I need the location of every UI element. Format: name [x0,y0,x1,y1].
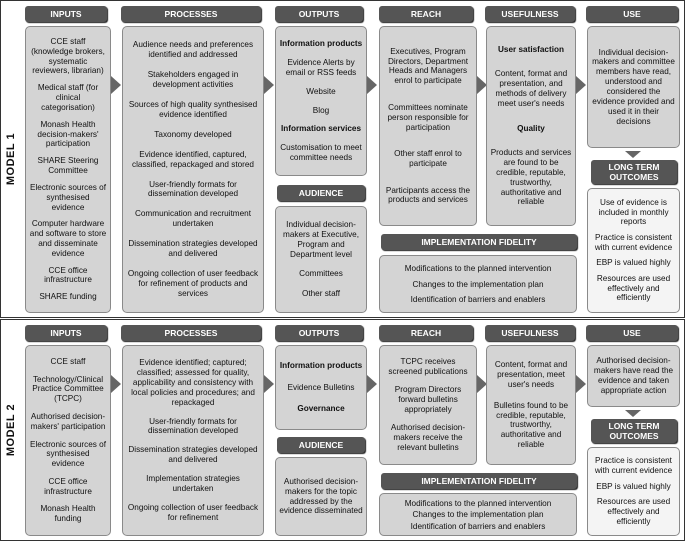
list-item: Resources are used effectively and efficiently [596,273,671,303]
model-1-long-term-header: LONG TERM OUTCOMES [591,160,677,184]
model-1-usefulness-box [486,26,576,226]
model-1-reach-header: REACH [379,6,473,22]
list-item: Use of evidence is included in monthly reports [598,197,669,227]
model-2-audience-box [275,457,367,536]
list-item: Authorised decision-makers have read the evidence and taken appropriate action [593,356,674,395]
list-item: CCE staff [50,356,86,366]
list-item: EBP is valued highly [596,481,671,491]
list-item: Products and services are found to be credible, reputable, trustworthy, authoritative and reliable [490,148,572,207]
list-item: Participants access the products and services [385,185,471,205]
list-item: SHARE Steering Committee [37,156,99,176]
list-item: Evidence Bulletins [287,382,355,392]
model-2-use-box [587,345,680,407]
outputs-governance: Governance [297,404,345,414]
model-2-label-text: MODEL 2 [5,403,18,457]
list-item: Changes to the implementation plan [412,510,544,519]
model-2-long-term-header: LONG TERM OUTCOMES [591,419,677,443]
list-item: Stakeholders engaged in development activities [147,70,239,89]
list-item: Changes to the implementation plan [412,279,544,289]
model-1-reach-box [379,26,477,226]
list-item: CCE office infrastructure [44,476,92,496]
list-item: EBP is valued highly [596,258,671,268]
list-item: Dissemination strategies developed and delivered [128,239,258,259]
list-item: Monash Health decision-makers' participation [37,119,99,149]
flow-arrow [264,375,274,393]
model-2-usefulness-header: USEFULNESS [485,325,575,341]
model-2-reach-box [379,345,477,465]
model-2-long-term-box [587,447,680,536]
list-item: Other staff enrol to participate [394,149,462,168]
list-item: Sources of high quality synthesised evidence identified [128,99,258,119]
list-item: Resources are used effectively and efficiently [596,496,671,526]
list-item: Electronic sources of synthesised evidence [30,439,106,469]
usefulness-satisfaction-title: User satisfaction [498,44,564,54]
list-item: Evidence identified, captured, classified, repackaged and stored [132,149,254,169]
list-item: Bulletins found to be credible, reputable, trustworthy, authoritative and reliable [493,400,569,450]
usefulness-quality-title: Quality [517,123,545,133]
down-arrow [625,410,641,417]
list-item: Committees nominate person responsible for participation [387,102,469,132]
list-item: Electronic sources of synthesised evidence [30,182,106,212]
model-1-implementation-box [379,255,577,313]
list-item: Evidence Alerts by email or RSS feeds [285,57,357,77]
flow-arrow [367,375,377,393]
list-item: Audience needs and preferences identified and addressed [132,40,254,60]
list-item: User-friendly formats for dissemination developed [147,416,239,436]
model-1-implementation-header: IMPLEMENTATION FIDELITY [381,234,577,250]
list-item: Modifications to the planned intervention [404,498,552,508]
list-item: Taxonomy developed [154,129,232,139]
list-item: Authorised decision-makers' participation [30,411,106,431]
flow-arrow [111,375,121,393]
model-1-label-text: MODEL 1 [5,132,18,186]
model-2-implementation-box [379,493,577,536]
list-item: Practice is consistent with current evidence [594,232,673,252]
list-item: Executives, Program Directors, Department Heads and Managers enrol to participate [387,46,469,86]
model-2-use-header: USE [586,325,678,341]
model-2-processes-box [122,345,264,536]
list-item: Content, format and presentation, meet user's needs [494,360,568,389]
model-2-reach-header: REACH [379,325,473,341]
list-item: Authorised decision-makers receive the relevant bulletins [390,423,466,452]
list-item: Implementation strategies undertaken [146,474,240,494]
list-item: Practice is consistent with current evidence [594,456,673,476]
model-1-use-header: USE [586,6,678,22]
model-2-inputs-box [25,345,111,536]
list-item: Individual decision-makers and committee members have read, understood and considered the evidence provided and used it in their decisions [592,47,675,126]
list-item: Ongoing collection of user feedback for refinement of products and services [127,269,259,298]
list-item: Communication and recruitment undertaken [134,209,252,229]
model-2-processes-header: PROCESSES [121,325,261,341]
model-1-outputs-header: OUTPUTS [275,6,363,22]
flow-arrow [111,76,121,94]
flow-arrow [576,375,586,393]
list-item: CCE staff (knowledge brokers, systematic reviewers, librarian) [31,36,105,76]
model-1-label [1,1,21,317]
model-1-outputs-box [275,26,367,176]
list-item: Other staff [301,289,341,299]
model-1-inputs-header: INPUTS [25,6,107,22]
list-item: Monash Health funding [40,504,96,524]
outputs-info-products-title: Information products [279,39,363,49]
model-2-label [1,320,21,540]
list-item: User-friendly formats for dissemination developed [147,179,239,199]
list-item: Individual decision-makers at Executive, Program and Department level [283,219,359,259]
model-1-long-term-box [587,188,680,313]
model-1-inputs-box [25,26,111,313]
list-item: Authorised decision-makers for the topic addressed by the evidence disseminated [279,476,363,516]
list-item: Identification of barriers and enablers [410,521,546,531]
model-2-audience-header: AUDIENCE [277,437,365,453]
list-item: Dissemination strategies developed and delivered [128,445,258,465]
model-1-processes-box [122,26,264,313]
model-1-audience-box [275,206,367,313]
list-item: Identification of barriers and enablers [410,294,546,304]
list-item: Blog [312,105,330,115]
model-1-usefulness-header: USEFULNESS [485,6,575,22]
list-item: Customisation to meet committee needs [280,143,362,163]
list-item: Content, format and presentation, and methods of delivery meet user's needs [494,69,568,108]
list-item: Evidence identified; captured; classified; assessed for quality, applicability and consistency with local policies and procedures; and repackaged [131,358,255,407]
outputs-info-services-title: Information services [280,124,362,134]
model-1-use-box [587,26,680,148]
list-item: TCPC receives screened publications [388,357,468,377]
model-2-inputs-header: INPUTS [25,325,107,341]
model-2-outputs-header: OUTPUTS [275,325,363,341]
flow-arrow [576,76,586,94]
model-1-audience-header: AUDIENCE [277,185,365,201]
model-2-usefulness-box [486,345,576,465]
list-item: SHARE funding [39,292,97,302]
list-item: Program Directors forward bulletins appropriately [394,385,462,414]
list-item: Medical staff (for clinical categorisation) [37,83,99,112]
outputs-info-products-title: Information products [279,360,363,370]
list-item: Website [306,86,336,96]
list-item: Technology/Clinical Practice Committee (TCPC) [32,374,104,404]
list-item: Computer hardware and software to store and disseminate evidence [29,219,107,258]
list-item: CCE office infrastructure [44,265,92,285]
model-2-panel [0,319,685,541]
list-item: Modifications to the planned intervention [404,264,552,274]
model-1-processes-header: PROCESSES [121,6,261,22]
flow-arrow [264,76,274,94]
list-item: Committees [299,269,343,279]
down-arrow [625,151,641,158]
model-2-implementation-header: IMPLEMENTATION FIDELITY [381,473,577,489]
model-2-outputs-box [275,345,367,430]
list-item: Ongoing collection of user feedback for refinement [127,503,259,522]
flow-arrow [367,76,377,94]
